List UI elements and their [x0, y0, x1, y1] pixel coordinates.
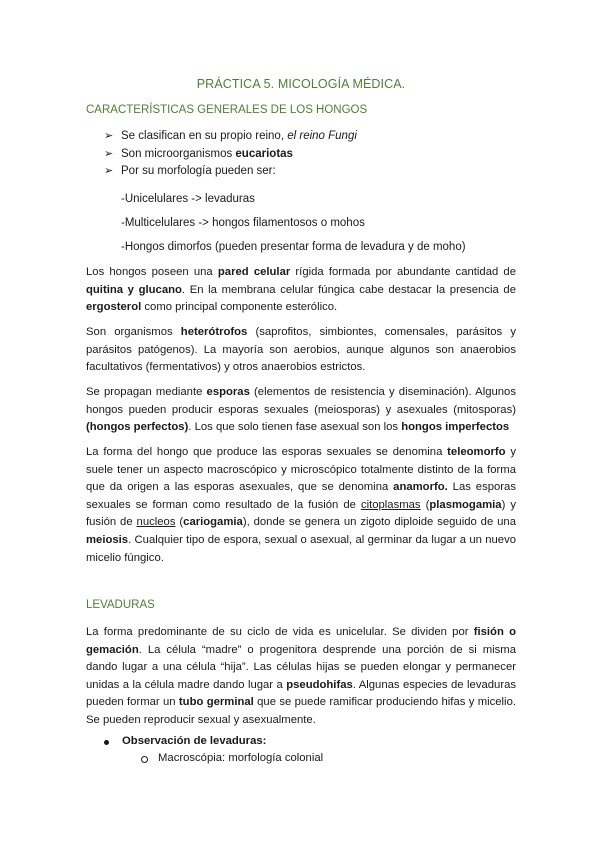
paragraph-pared-celular: Los hongos poseen una pared celular rígida formada por abundante cantidad de quitina y glucano. En la membrana celular fúngica cabe destacar la presencia de ergosterol como principal componente esterólico.: [86, 266, 516, 314]
arrow-bullet-icon: ➢: [104, 147, 114, 160]
list-item: ➢ Por su morfología pueden ser:: [104, 163, 357, 181]
arrow-bullet-list: [104, 128, 357, 181]
subitem-unicelulares: -Unicelulares -> levaduras: [121, 193, 255, 205]
subbullet-macroscopia: Macroscópia: morfología colonial: [158, 752, 323, 764]
paragraph-esporas: Se propagan mediante esporas (elementos de resistencia y diseminación). Algunos hongos pueden producir esporas sexuales (meiosporas) y asexuales (mitosporas) (hongos perfectos). Los que solo tienen fase asexual son los hongos imperfectos: [86, 386, 516, 434]
list-item: ➢ Se clasifican en su propio reino, el reino Fungi: [104, 128, 357, 146]
subitem-multicelulares: -Multicelulares -> hongos filamentosos o mohos: [121, 217, 365, 229]
section-heading-caracteristicas: CARACTERÍSTICAS GENERALES DE LOS HONGOS: [86, 104, 368, 116]
bullet-observacion: Observación de levaduras:: [122, 735, 266, 747]
bullet-dot-icon: [104, 740, 109, 745]
paragraph-levaduras: La forma predominante de su ciclo de vida es unicelular. Se dividen por fisión o gemación. La célula “madre” o progenitora desprende una porción de si misma dando lugar a una célula “hija”. Las células hijas se pueden elongar y permanecer unidas a la célula madre dando lugar a pseudohifas. Algunas especies de levaduras pueden formar un tubo germinal que se puede ramificar produciendo hifas y micelio. Se pueden reproducir sexual y asexualmente.: [86, 626, 517, 726]
paragraph-heterotrofos: Son organismos heterótrofos (saprofitos, simbiontes, comensales, parásitos y parásitos patógenos). La mayoría son aerobios, aunque algunos son anaerobios facultativos (fermentativos) y otros anaerobios estrictos.: [86, 326, 516, 374]
subitem-dimorfos: -Hongos dimorfos (pueden presentar forma de levadura y de moho): [121, 241, 466, 253]
arrow-bullet-icon: ➢: [104, 130, 114, 142]
section-heading-levaduras: LEVADURAS: [86, 599, 155, 611]
page-title: PRÁCTICA 5. MICOLOGÍA MÉDICA.: [196, 77, 406, 91]
arrow-bullet-icon: ➢: [104, 165, 114, 177]
list-item: ➢ Son microorganismos eucariotas: [104, 146, 357, 164]
paragraph-teleomorfo: La forma del hongo que produce las esporas sexuales se denomina teleomorfo y suele tener un aspecto macroscópico y microscópico totalmente distinto de la forma que da origen a las esporas asexuales, que se denomina anamorfo. Las esporas sexuales se forman como resultado de la fusión de citoplasmas (plasmogamia) y fusión de nucleos (cariogamia), donde se genera un zigoto diploide seguido de una meiosis. Cualquier tipo de espora, sexual o asexual, al germinar da lugar a un nuevo micelio fúngico.: [86, 446, 517, 564]
bullet-circle-icon: [141, 756, 148, 763]
